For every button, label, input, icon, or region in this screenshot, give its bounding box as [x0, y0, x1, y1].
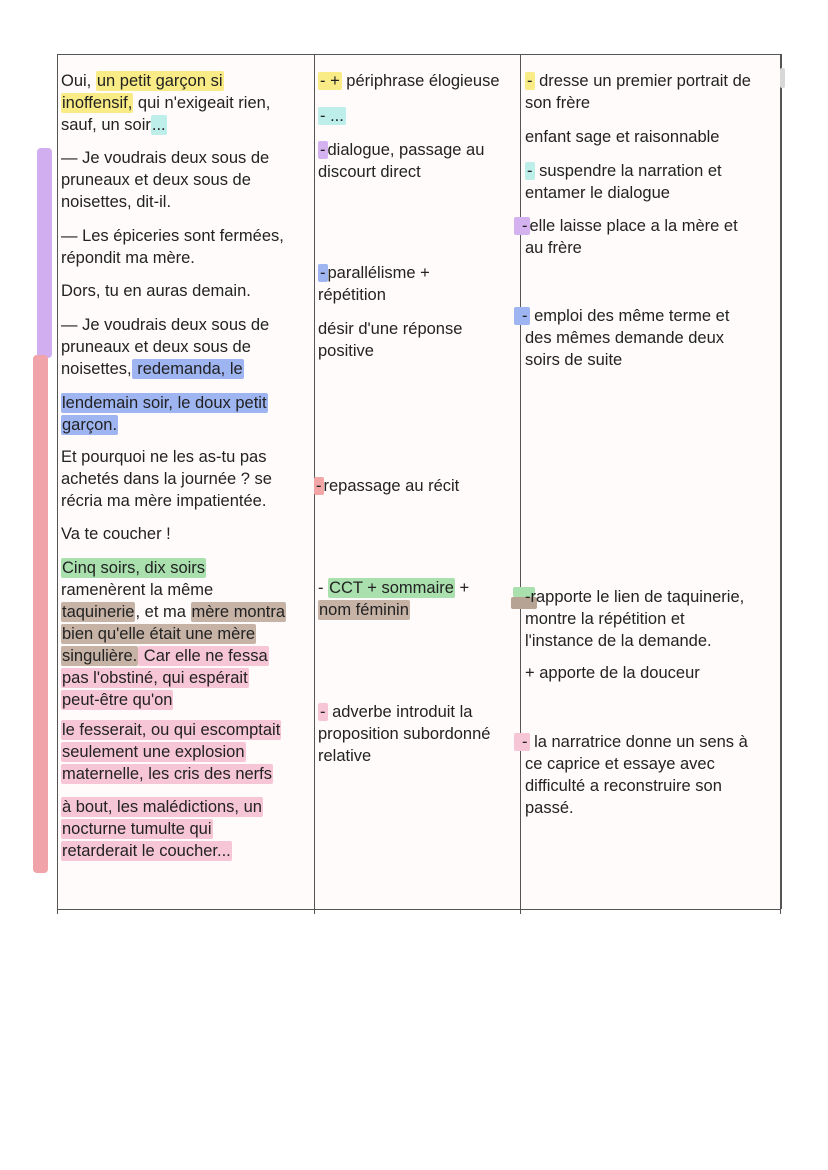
interpretation-5 — [514, 305, 729, 371]
interpretation-1 — [525, 70, 751, 114]
text-p9-highlight-taupe: bien qu'elle était une mère — [62, 625, 256, 643]
text-p2-line: noisettes, dit-il. — [61, 193, 172, 211]
text-paragraph-6 — [61, 392, 268, 436]
interpretation-5-marker: - — [514, 307, 530, 325]
text-p9-highlight-pink: pas l'obstiné, qui espérait — [62, 669, 248, 687]
interpretation-2-text: enfant sage et raisonnable — [525, 128, 720, 146]
figure-1 — [318, 70, 500, 92]
text-p1-a: Oui, — [61, 72, 96, 90]
interpretation-7 — [525, 662, 700, 684]
figure-3-marker: - — [320, 141, 326, 159]
column-divider-end — [780, 54, 781, 914]
interpretation-8-text: passé. — [525, 799, 574, 817]
text-p9-line: , et ma — [135, 603, 191, 621]
text-p5-line: — Je voudrais deux sous de — [61, 316, 270, 334]
figure-7-marker: - — [318, 579, 329, 597]
text-p8-line: Va te coucher ! — [61, 525, 171, 543]
figure-8-text: proposition subordonné — [318, 725, 491, 743]
figure-6-text: repassage au récit — [323, 477, 460, 495]
interpretation-1-marker: - — [527, 72, 533, 90]
interpretation-8-text: difficulté a reconstruire son — [525, 777, 722, 795]
figure-5-text: désir d'une réponse — [318, 320, 463, 338]
figure-1-marker: - + — [320, 72, 340, 90]
figure-5 — [318, 318, 462, 362]
text-p6-highlight: garçon. — [62, 416, 118, 434]
interpretation-6 — [525, 586, 744, 652]
text-p9-highlight-green: Cinq soirs, dix soirs — [62, 559, 206, 577]
interpretation-6-text: rapporte le lien de taquinerie, — [530, 588, 745, 606]
interpretation-3-text: entamer le dialogue — [525, 184, 670, 202]
figure-7-highlight-taupe: nom féminin — [319, 601, 409, 619]
figure-3 — [318, 139, 484, 183]
interpretation-6-text: l'instance de la demande. — [525, 632, 712, 650]
interpretation-8-text: ce caprice et essaye avec — [525, 755, 715, 773]
text-p3-line: répondit ma mère. — [61, 249, 195, 267]
column-divider-left — [57, 54, 58, 914]
margin-bar-red — [33, 355, 48, 873]
interpretation-6-text: montre la répétition et — [525, 610, 685, 628]
text-p11-highlight: retarderait le coucher... — [62, 842, 231, 860]
figure-3-text: discourt direct — [318, 163, 421, 181]
margin-bar-purple — [37, 148, 52, 358]
figure-4-text: répétition — [318, 286, 386, 304]
interpretation-1-text: son frère — [525, 94, 591, 112]
text-paragraph-4 — [61, 280, 251, 302]
interpretation-8-text: la narratrice donne un sens à — [529, 733, 748, 751]
text-p9-highlight-taupe: singulière. — [62, 647, 138, 665]
text-p11-highlight: nocturne tumulte qui — [62, 820, 212, 838]
figure-3-text: dialogue, passage au — [327, 141, 485, 159]
interpretation-4-text: au frère — [525, 239, 582, 257]
interpretation-5-text: soirs de suite — [525, 351, 623, 369]
text-paragraph-11 — [61, 796, 263, 862]
figure-8 — [318, 701, 490, 767]
interpretation-6-dash: - — [525, 588, 531, 606]
text-paragraph-9 — [61, 557, 286, 711]
scroll-handle[interactable] — [780, 68, 785, 88]
text-p1-highlight-1: un petit garçon si — [96, 72, 223, 90]
figure-5-text: positive — [318, 342, 374, 360]
text-p2-line: — Je voudrais deux sous de — [61, 149, 270, 167]
text-p5-line: pruneaux et deux sous de — [61, 338, 251, 356]
text-p7-line: récria ma mère impatientée. — [61, 492, 267, 510]
text-p1-highlight-3: ... — [151, 116, 166, 134]
text-p4-line: Dors, tu en auras demain. — [61, 282, 251, 300]
text-p2-line: pruneaux et deux sous de — [61, 171, 251, 189]
figure-6-marker: - — [316, 477, 322, 495]
text-p9-highlight-pink: Car elle ne fessa — [139, 647, 268, 665]
figure-7-text: + — [454, 579, 470, 597]
text-p6-highlight: lendemain soir, le doux petit — [62, 394, 267, 412]
text-p1-highlight-2: inoffensif, — [62, 94, 133, 112]
figure-7-highlight-green: CCT + sommaire — [329, 579, 454, 597]
text-paragraph-10 — [61, 719, 281, 785]
table-bottom-border — [57, 909, 781, 910]
text-paragraph-8 — [61, 523, 171, 545]
text-p5-highlight: redemanda, le — [132, 360, 243, 378]
interpretation-1-text: dresse un premier portrait de — [534, 72, 751, 90]
figure-4-marker: - — [320, 264, 326, 282]
interpretation-3-text: suspendre la narration et — [534, 162, 722, 180]
interpretation-4 — [514, 215, 738, 259]
interpretation-2 — [525, 126, 719, 148]
figure-2-marker: - ... — [320, 107, 344, 125]
figure-4-text: parallélisme + — [327, 264, 430, 282]
text-p9-line: ramenèrent la même — [61, 581, 214, 599]
figure-8-text: adverbe introduit la — [327, 703, 473, 721]
text-p3-line: — Les épiceries sont fermées, — [61, 227, 284, 245]
interpretation-8-marker: - — [514, 733, 530, 751]
interpretation-3-marker: - — [527, 162, 533, 180]
interpretation-3 — [525, 160, 722, 204]
text-paragraph-3 — [61, 225, 284, 269]
interpretation-5-text: emploi des même terme et — [529, 307, 730, 325]
figure-6 — [314, 475, 459, 497]
text-paragraph-2 — [61, 147, 269, 213]
text-p10-highlight: seulement une explosion — [62, 743, 245, 761]
text-p10-highlight: maternelle, les cris des nerfs — [62, 765, 272, 783]
interpretation-5-text: des mêmes demande deux — [525, 329, 725, 347]
text-paragraph-1 — [61, 70, 270, 136]
figure-4 — [318, 262, 430, 306]
figure-7 — [318, 577, 469, 621]
interpretation-4-marker: - — [514, 217, 530, 235]
text-p10-highlight: le fesserait, ou qui escomptait — [62, 721, 281, 739]
text-p9-highlight-taupe: mère montra — [191, 603, 286, 621]
text-paragraph-7 — [61, 446, 272, 512]
text-p1-e: sauf, un soir — [61, 116, 151, 134]
interpretation-4-text: elle laisse place a la mère et — [529, 217, 738, 235]
text-paragraph-5 — [61, 314, 269, 380]
interpretation-7-text: + apporte de la douceur — [525, 664, 700, 682]
text-p7-line: achetés dans la journée ? se — [61, 470, 272, 488]
figure-8-marker: - — [320, 703, 326, 721]
interpretation-8 — [514, 731, 748, 819]
text-p9-highlight-taupe: taquinerie — [62, 603, 135, 621]
figure-2 — [318, 105, 346, 127]
text-p11-highlight: à bout, les malédictions, un — [62, 798, 262, 816]
text-p7-line: Et pourquoi ne les as-tu pas — [61, 448, 267, 466]
text-p1-d: qui n'exigeait rien, — [133, 94, 271, 112]
figure-8-text: relative — [318, 747, 372, 765]
text-p9-highlight-pink: peut-être qu'on — [62, 691, 173, 709]
figure-1-text: périphrase élogieuse — [341, 72, 500, 90]
text-p5-line: noisettes, — [61, 360, 132, 378]
